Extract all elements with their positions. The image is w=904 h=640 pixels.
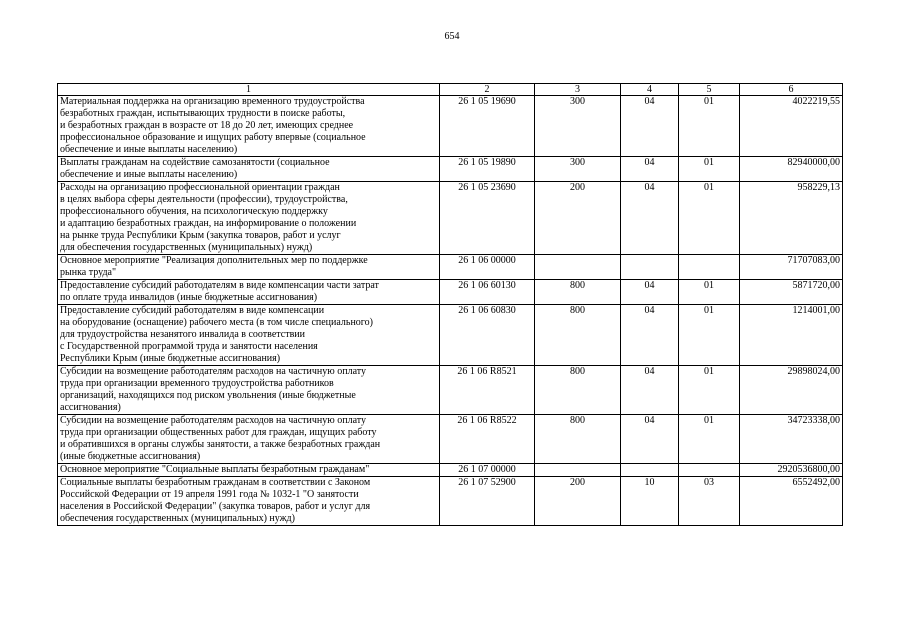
row-subsection (679, 255, 740, 280)
row-subsection: 01 (679, 415, 740, 464)
row-subsection: 01 (679, 305, 740, 366)
row-section: 04 (621, 366, 679, 415)
row-amount: 2920536800,00 (740, 464, 843, 477)
row-section: 04 (621, 280, 679, 305)
row-subsection: 01 (679, 182, 740, 255)
row-target-code: 26 1 06 60830 (440, 305, 535, 366)
row-expense-type: 800 (535, 280, 621, 305)
column-header-6: 6 (740, 84, 843, 96)
row-expense-type: 200 (535, 182, 621, 255)
row-expense-type: 300 (535, 157, 621, 182)
table-row (58, 415, 843, 464)
row-expense-type: 800 (535, 415, 621, 464)
row-description: Субсидии на возмещение работодателям расходов на частичную оплату труда при организации временного трудоустройства работников организаций, находящихся под риском увольнения (иные бюджетные ассигнования) (58, 366, 440, 415)
row-target-code: 26 1 07 00000 (440, 464, 535, 477)
row-description: Выплаты гражданам на содействие самозанятости (социальное обеспечение и иные выплаты населению) (58, 157, 440, 182)
row-expense-type: 300 (535, 96, 621, 157)
column-header-1: 1 (58, 84, 440, 96)
column-header-5: 5 (679, 84, 740, 96)
table-row (58, 477, 843, 526)
row-section: 04 (621, 182, 679, 255)
row-subsection: 01 (679, 157, 740, 182)
row-target-code: 26 1 06 R8521 (440, 366, 535, 415)
row-expense-type (535, 255, 621, 280)
row-section (621, 464, 679, 477)
row-amount: 4022219,55 (740, 96, 843, 157)
row-description: Предоставление субсидий работодателям в виде компенсации на оборудование (оснащение) рабочего места (в том числе специального) для трудоустройства незанятого инвалида в соответствии с Государственной программой труда и занятости населения Республики Крым (иные бюджетные ассигнования) (58, 305, 440, 366)
row-subsection: 01 (679, 366, 740, 415)
table-row (58, 96, 843, 157)
row-expense-type: 800 (535, 305, 621, 366)
row-target-code: 26 1 05 23690 (440, 182, 535, 255)
row-target-code: 26 1 05 19890 (440, 157, 535, 182)
row-subsection: 01 (679, 96, 740, 157)
row-amount: 6552492,00 (740, 477, 843, 526)
column-header-3: 3 (535, 84, 621, 96)
row-amount: 1214001,00 (740, 305, 843, 366)
row-subsection (679, 464, 740, 477)
row-amount: 71707083,00 (740, 255, 843, 280)
row-target-code: 26 1 06 60130 (440, 280, 535, 305)
budget-table-body (58, 84, 843, 526)
table-row (58, 464, 843, 477)
row-description: Социальные выплаты безработным гражданам в соответствии с Законом Российской Федерации от 19 апреля 1991 года № 1032-1 "О занятости населения в Российской Федерации" (закупка товаров, работ и услуг для обеспечения государственных (муниципальных) нужд) (58, 477, 440, 526)
column-header-4: 4 (621, 84, 679, 96)
row-amount: 29898024,00 (740, 366, 843, 415)
row-target-code: 26 1 06 00000 (440, 255, 535, 280)
row-section (621, 255, 679, 280)
row-expense-type (535, 464, 621, 477)
row-description: Основное мероприятие "Реализация дополнительных мер по поддержке рынка труда" (58, 255, 440, 280)
row-amount: 82940000,00 (740, 157, 843, 182)
row-expense-type: 800 (535, 366, 621, 415)
row-section: 04 (621, 96, 679, 157)
row-description: Расходы на организацию профессиональной ориентации граждан в целях выбора сферы деятельности (профессии), трудоустройства, профессионального обучения, на психологическую поддержку и адаптацию безработных граждан, на информирование о положении на рынке труда Республики Крым (закупка товаров, работ и услуг для обеспечения государственных (муниципальных) нужд) (58, 182, 440, 255)
row-section: 04 (621, 305, 679, 366)
row-description: Основное мероприятие "Социальные выплаты безработным гражданам" (58, 464, 440, 477)
column-header-2: 2 (440, 84, 535, 96)
row-expense-type: 200 (535, 477, 621, 526)
row-target-code: 26 1 05 19690 (440, 96, 535, 157)
table-row (58, 182, 843, 255)
table-row (58, 366, 843, 415)
row-amount: 5871720,00 (740, 280, 843, 305)
row-description: Материальная поддержка на организацию временного трудоустройства безработных граждан, испытывающих трудности в поиске работы, и безработных граждан в возрасте от 18 до 20 лет, имеющих среднее профессиональное образование и ищущих работу впервые (социальное обеспечение и иные выплаты населению) (58, 96, 440, 157)
row-amount: 34723338,00 (740, 415, 843, 464)
row-target-code: 26 1 06 R8522 (440, 415, 535, 464)
row-subsection: 03 (679, 477, 740, 526)
row-target-code: 26 1 07 52900 (440, 477, 535, 526)
row-description: Субсидии на возмещение работодателям расходов на частичную оплату труда при организации общественных работ для граждан, ищущих работу и обратившихся в органы службы занятости, а также безработных граждан (иные бюджетные ассигнования) (58, 415, 440, 464)
budget-table (57, 83, 843, 526)
row-amount: 958229,13 (740, 182, 843, 255)
row-section: 04 (621, 157, 679, 182)
row-subsection: 01 (679, 280, 740, 305)
row-section: 10 (621, 477, 679, 526)
table-header-row (58, 84, 843, 96)
table-row (58, 305, 843, 366)
row-description: Предоставление субсидий работодателям в виде компенсации части затрат по оплате труда инвалидов (иные бюджетные ассигнования) (58, 280, 440, 305)
page-number: 654 (444, 31, 460, 42)
table-row (58, 280, 843, 305)
row-section: 04 (621, 415, 679, 464)
table-row (58, 157, 843, 182)
table-row (58, 255, 843, 280)
